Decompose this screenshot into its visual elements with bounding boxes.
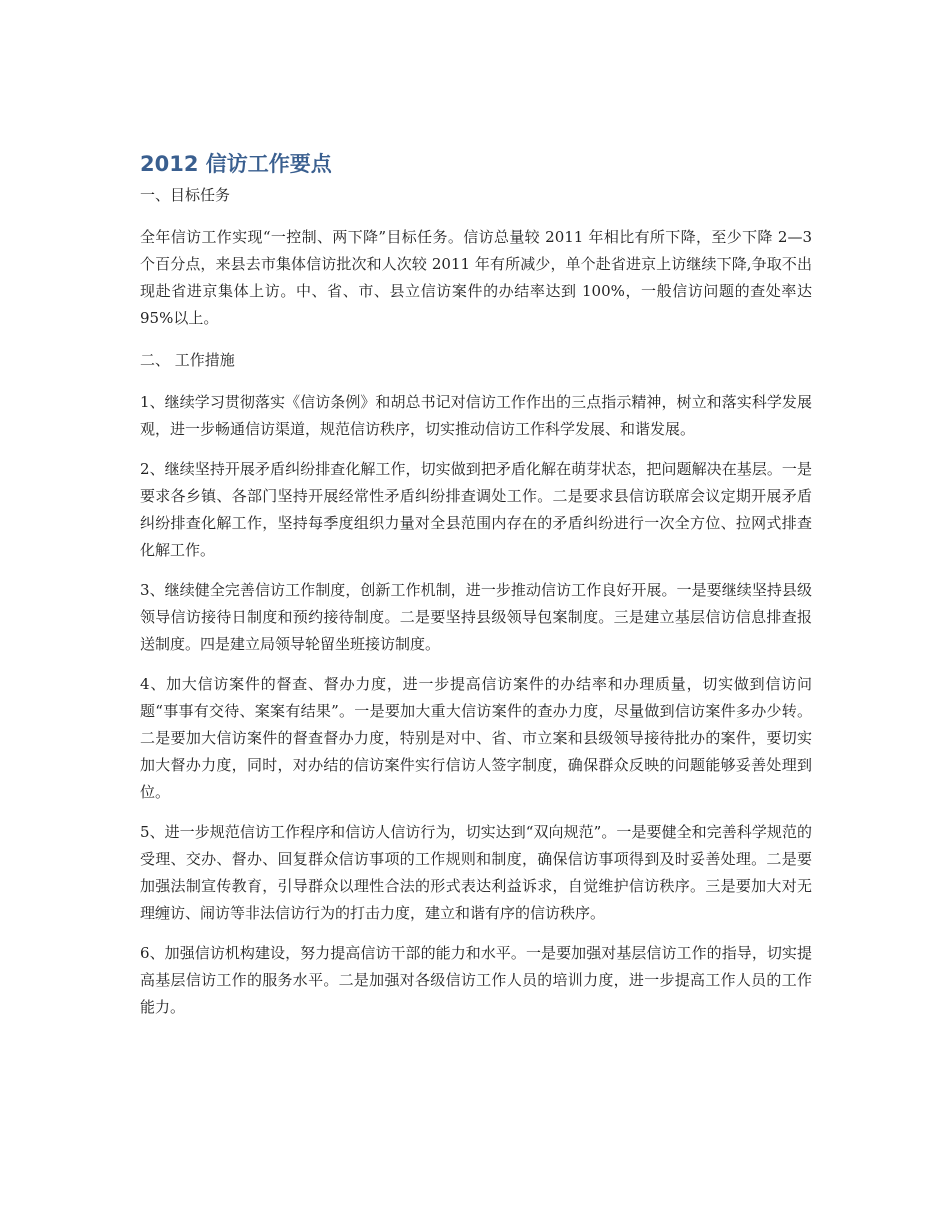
measure-paragraph-1: 1、继续学习贯彻落实《信访条例》和胡总书记对信访工作作出的三点指示精神，树立和落实科学发展观，进一步畅通信访渠道，规范信访秩序，切实推动信访工作科学发展、和谐发展。 <box>140 393 812 438</box>
document-page <box>140 146 812 1021</box>
spacer <box>140 806 812 819</box>
measure-paragraph-3: 3、继续健全完善信访工作制度，创新工作机制，进一步推动信访工作良好开展。一是要继续坚持县级领导信访接待日制度和预约接待制度。二是要坚持县级领导包案制度。三是建立基层信访信息排查报送制度。四是建立局领导轮留坐班接访制度。 <box>140 581 812 653</box>
spacer <box>140 927 812 940</box>
measure-paragraph-6: 6、加强信访机构建设，努力提高信访干部的能力和水平。一是要加强对基层信访工作的指导，切实提高基层信访工作的服务水平。二是加强对各级信访工作人员的培训力度，进一步提高工作人员的工作能力。 <box>140 944 812 1016</box>
spacer <box>140 332 812 347</box>
measure-paragraph-5: 5、进一步规范信访工作程序和信访人信访行为，切实达到“双向规范”。一是要健全和完善科学规范的受理、交办、督办、回复群众信访事项的工作规则和制度，确保信访事项得到及时妥善处理。二是要加强法制宣传教育，引导群众以理性合法的形式表达利益诉求，自觉维护信访秩序。三是要加大对无理缠访、闹访等非法信访行为的打击力度，建立和谐有序的信访秩序。 <box>140 823 812 922</box>
spacer <box>140 658 812 671</box>
measure-paragraph-4: 4、加大信访案件的督查、督办力度，进一步提高信访案件的办结率和办理质量，切实做到信访问题“事事有交待、案案有结果”。一是要加大重大信访案件的查办力度，尽量做到信访案件多办少转。二是要加大信访案件的督查督办力度，特别是对中、省、市立案和县级领导接待批办的案件，要切实加大督办力度，同时，对办结的信访案件实行信访人签字制度，确保群众反映的问题能够妥善处理到位。 <box>140 675 812 801</box>
section-heading-measures: 二、 工作措施 <box>140 351 235 369</box>
spacer <box>140 209 812 224</box>
measure-paragraph-2: 2、继续坚持开展矛盾纠纷排查化解工作，切实做到把矛盾化解在萌芽状态，把问题解决在基层。一是要求各乡镇、各部门坚持开展经常性矛盾纠纷排查调处工作。二是要求县信访联席会议定期开展矛盾纠纷排查化解工作，坚持每季度组织力量对全县范围内存在的矛盾纠纷进行一次全方位、拉网式排查化解工作。 <box>140 460 812 559</box>
section-heading-goals: 一、目标任务 <box>140 186 231 204</box>
document-title: 2012 信访工作要点 <box>140 152 332 176</box>
spacer <box>140 443 812 456</box>
spacer <box>140 374 812 389</box>
goals-paragraph: 全年信访工作实现“一控制、两下降”目标任务。信访总量较 2011 年相比有所下降，至少下降 2—3 个百分点，来县去市集体信访批次和人次较 2011 年有所减少，单个赴省进京上访继续下降,争取不出现赴省进京集体上访。中、省、市、县立信访案件的办结率达到 100%，一般信访问题的查处率达 95%以上。 <box>140 228 812 327</box>
spacer <box>140 564 812 577</box>
